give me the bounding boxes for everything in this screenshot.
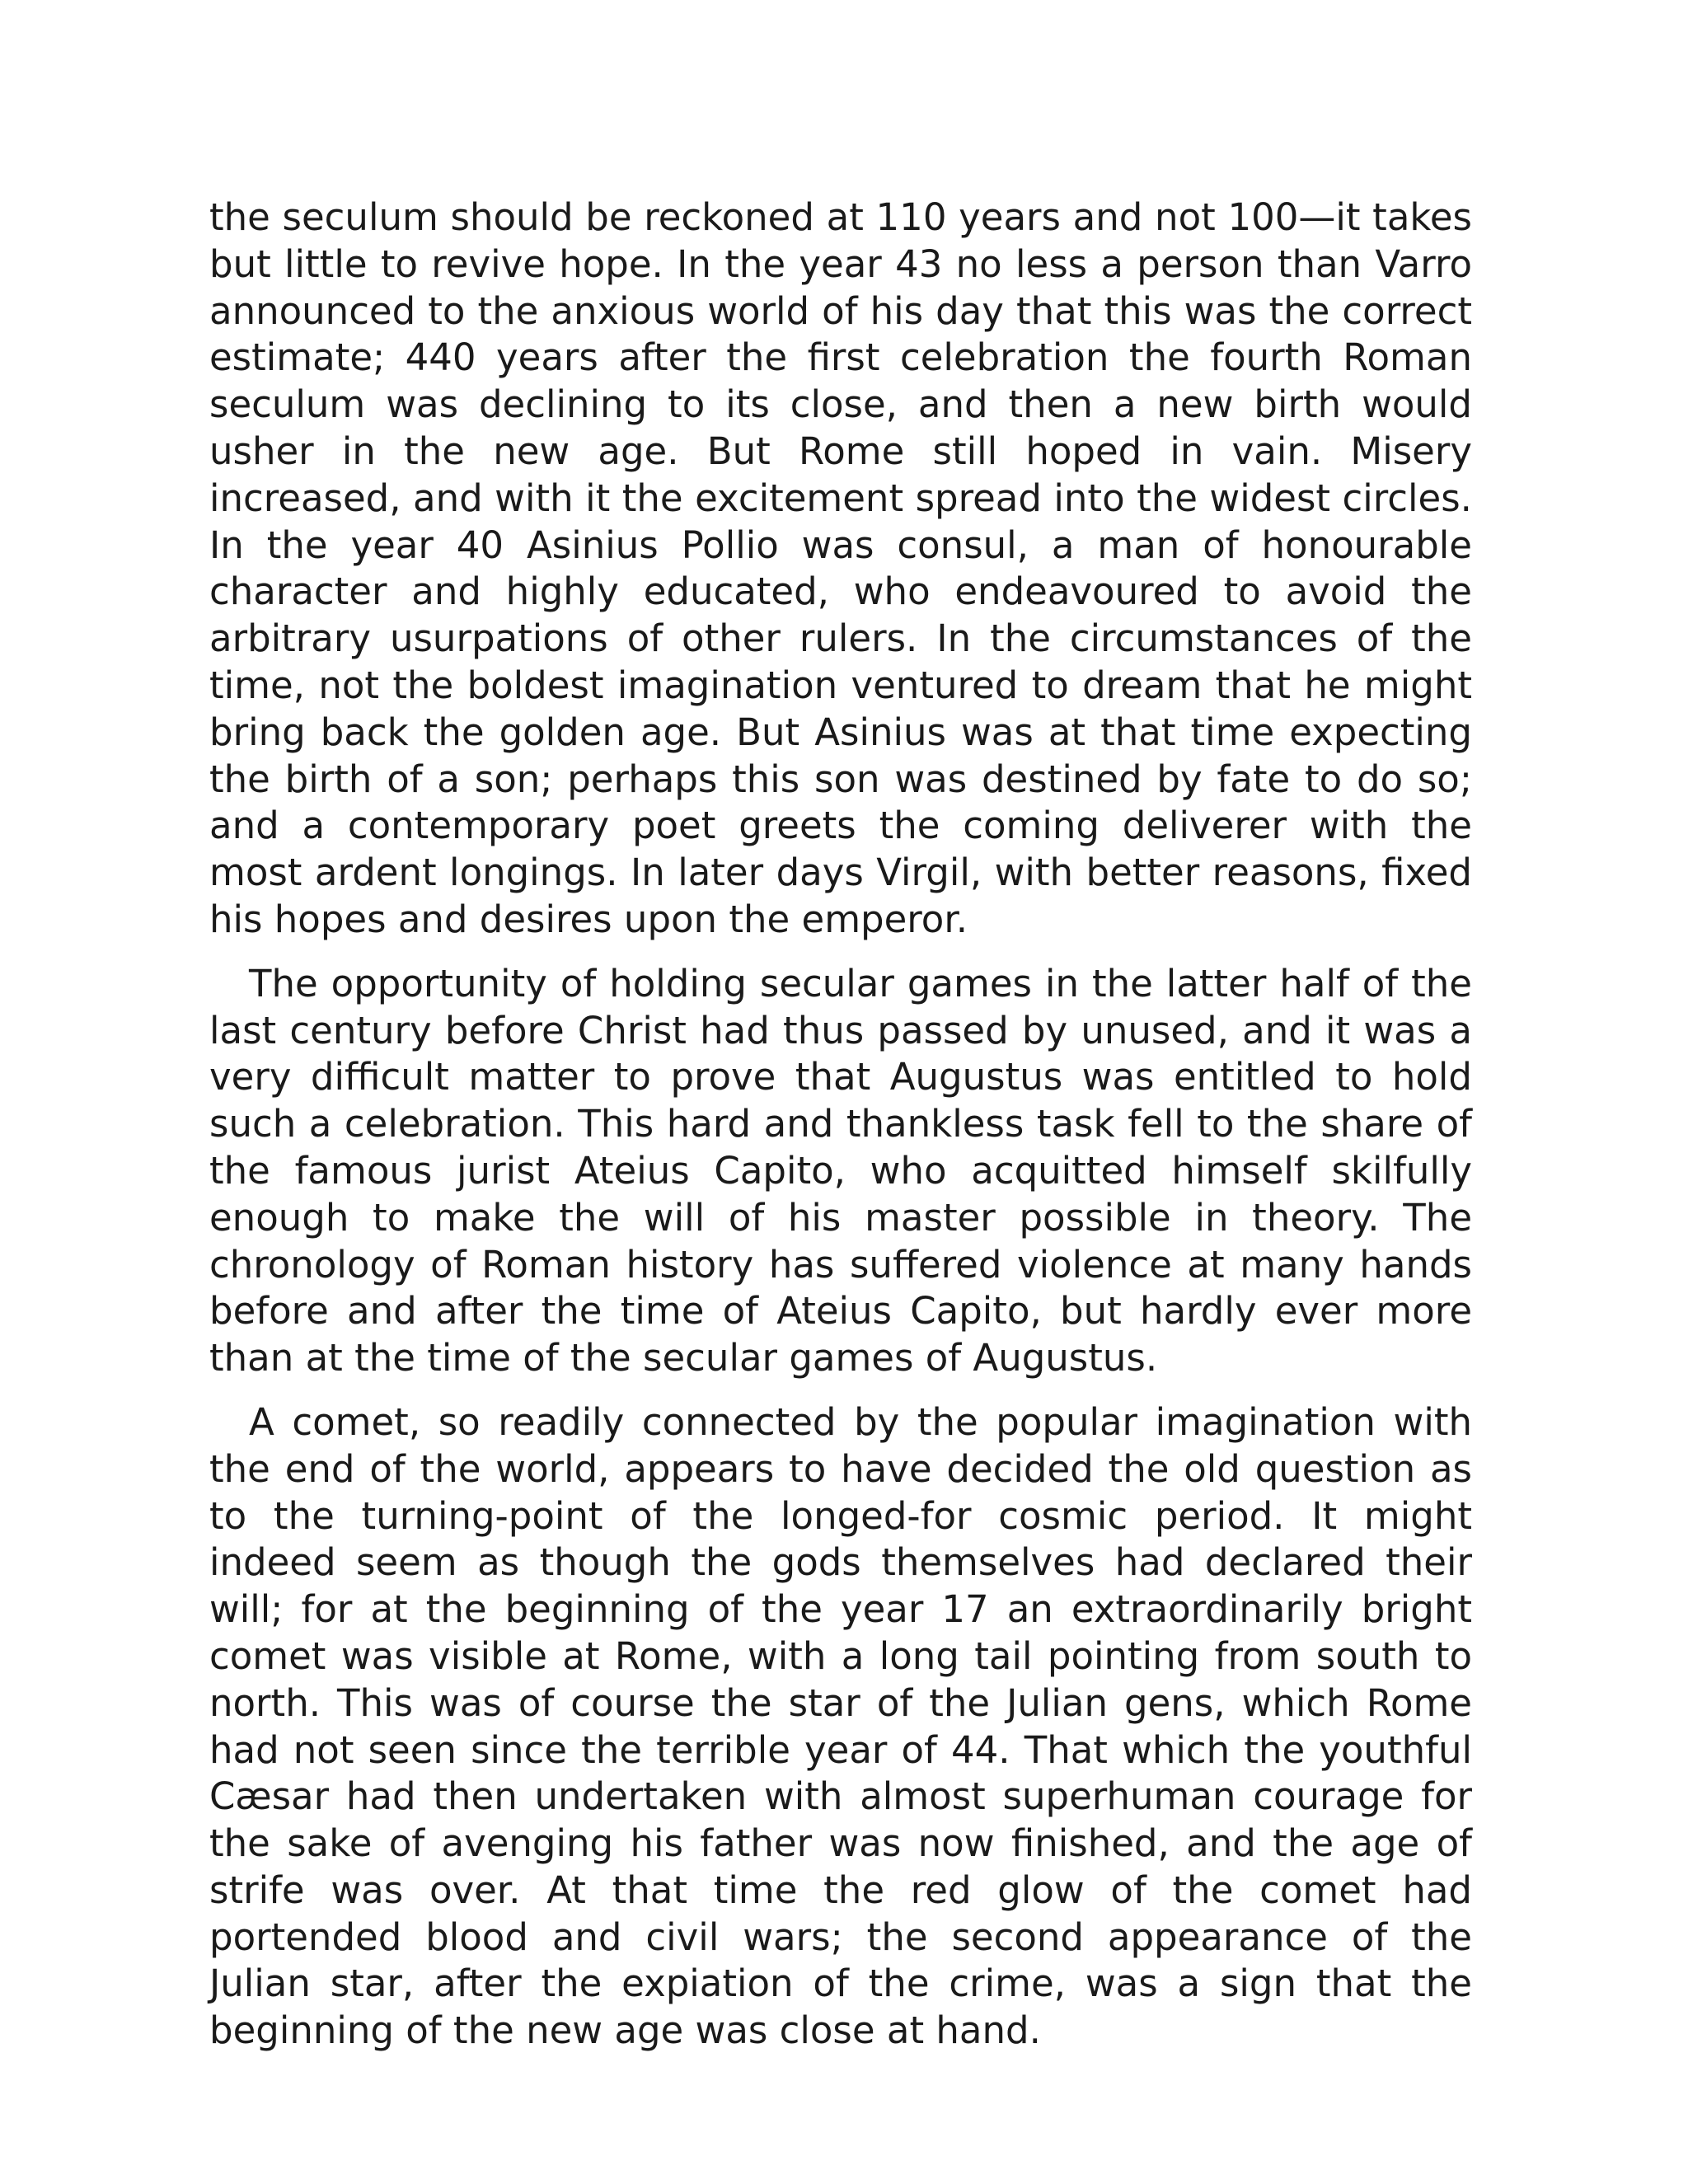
paragraph: A comet, so readily connected by the popular imagination with the end of the world, appears to have decided the old question as to the turning-point of the longed-for cosmic period. It might indeed seem as though the gods themselves had declared their will; for at the beginning of the year 17 an extraordinarily bright comet was visible at Rome, with a long tail pointing from south to north. This was of course the star of the Julian gens, which Rome had not seen since the terrible year of 44. That which the youthful Cæsar had then undertaken with almost superhuman courage for the sake of avenging his father was now finished, and the age of strife was over. At that time the red glow of the comet had portended blood and civil wars; the second appearance of the Julian star, after the expiation of the crime, was a sign that the beginning of the new age was close at hand. bbox=[209, 1399, 1472, 2053]
page-body bbox=[209, 194, 1472, 2055]
paragraph: the seculum should be reckoned at 110 years and not 100—it takes but little to revive hope. In the year 43 no less a person than Varro announced to the anxious world of his day that this was the correct estimate; 440 years after the first celebration the fourth Roman seculum was declining to its close, and then a new birth would usher in the new age. But Rome still hoped in vain. Misery increased, and with it the excitement spread into the widest circles. In the year 40 Asinius Pollio was consul, a man of honourable character and highly educated, who endeavoured to avoid the arbitrary usurpations of other rulers. In the circumstances of the time, not the boldest imagination ventured to dream that he might bring back the golden age. But Asinius was at that time expecting the birth of a son; perhaps this son was destined by fate to do so; and a contemporary poet greets the coming deliverer with the most ardent longings. In later days Virgil, with better reasons, fixed his hopes and desires upon the emperor. bbox=[209, 195, 1472, 941]
paragraph: The opportunity of holding secular games in the latter half of the last century before Christ had thus passed by unused, and it was a very difficult matter to prove that Augustus was entitled to hold such a celebration. This hard and thankless task fell to the share of the famous jurist Ateius Capito, who acquitted himself skilfully enough to make the will of his master possible in theory. The chronology of Roman history has suffered violence at many hands before and after the time of Ateius Capito, but hardly ever more than at the time of the secular games of Augustus. bbox=[209, 961, 1472, 1380]
